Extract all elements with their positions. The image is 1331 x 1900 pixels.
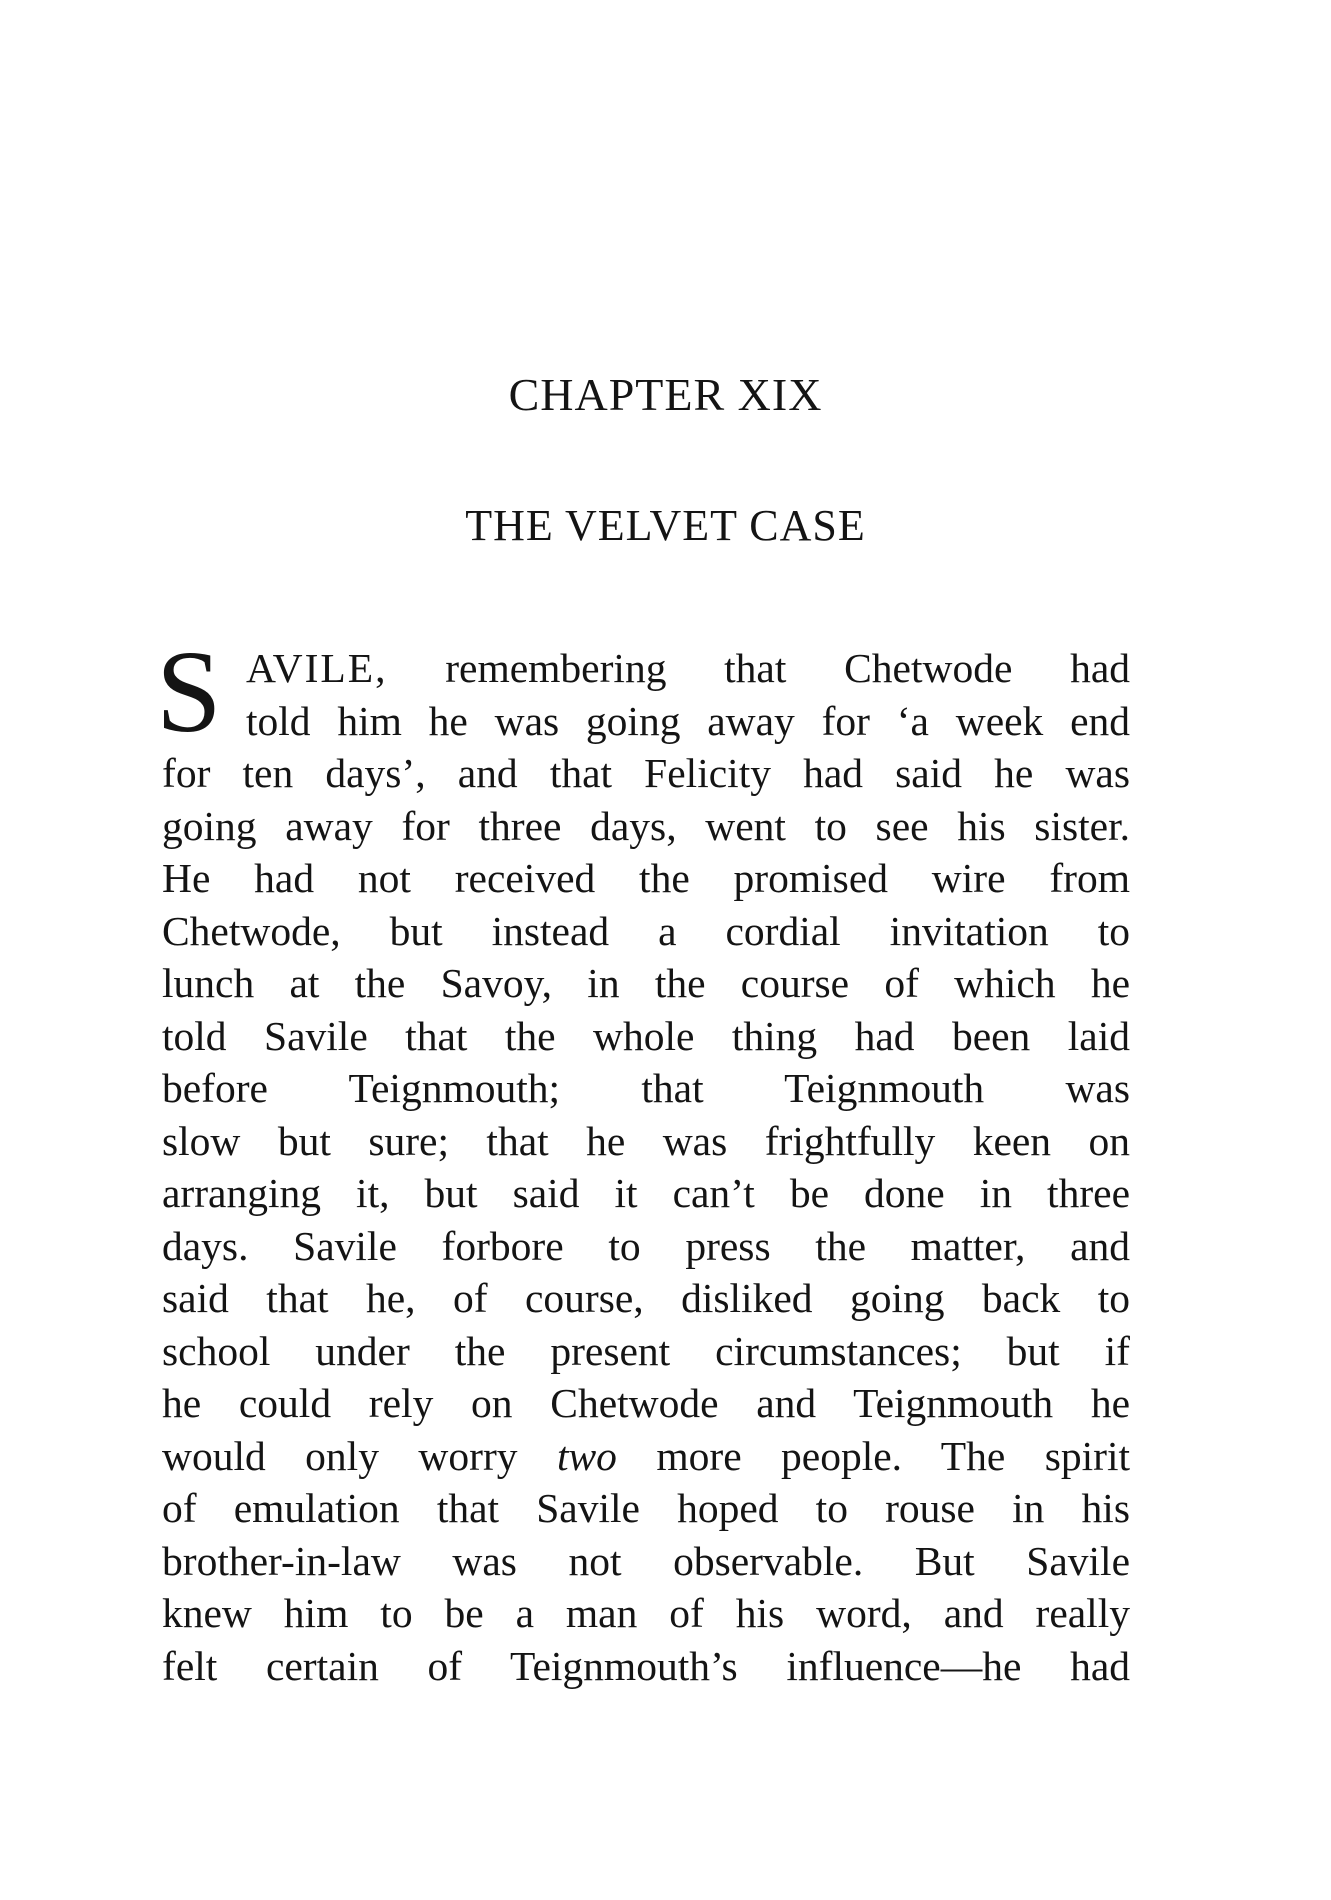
text-line: felt certain of Teignmouth’s influence—he had (162, 1642, 1130, 1689)
text-line: told Savile that the whole thing had been laid (162, 1012, 1130, 1059)
text-line: He had not received the promised wire from (162, 855, 1130, 901)
text-line: told him he was going away for ‘a week end (246, 697, 1130, 744)
chapter-number: CHAPTER XIX (508, 369, 823, 420)
text-line-part: would only worry (162, 1432, 557, 1479)
text-line-content: remembering that Chetwode had (387, 645, 1130, 691)
text-line: said that he, of course, disliked going back to (162, 1275, 1130, 1321)
text-line: arranging it, but said it can’t be done in three (162, 1170, 1130, 1216)
text-line: Chetwode, but instead a cordial invitation to (162, 907, 1130, 954)
text-line: slow but sure; that he was frightfully keen on (162, 1117, 1130, 1164)
text-line: for ten days’, and that Felicity had said he was (162, 750, 1130, 796)
text-line: brother-in-law was not observable. But Savile (162, 1537, 1130, 1584)
drop-cap: S (156, 626, 222, 757)
chapter-body (156, 626, 1131, 1692)
text-line: he could rely on Chetwode and Teignmouth he (162, 1380, 1130, 1426)
text-line: school under the present circumstances; but if (162, 1327, 1130, 1374)
text-line: of emulation that Savile hoped to rouse in his (162, 1485, 1130, 1531)
text-line: knew him to be a man of his word, and really (162, 1590, 1130, 1636)
text-line: days. Savile forbore to press the matter, and (162, 1222, 1130, 1269)
first-word: AVILE, (246, 645, 388, 691)
text-line (162, 1430, 1130, 1483)
chapter-title: THE VELVET CASE (465, 501, 866, 550)
emphasis-word: two (556, 1432, 617, 1479)
text-line: lunch at the Savoy, in the course of which he (162, 960, 1130, 1006)
text-line (162, 642, 1130, 695)
text-line-part: more people. The spirit (616, 1432, 1131, 1479)
text-line: before Teignmouth; that Teignmouth was (162, 1065, 1130, 1111)
text-line: going away for three days, went to see his sister. (162, 802, 1130, 849)
